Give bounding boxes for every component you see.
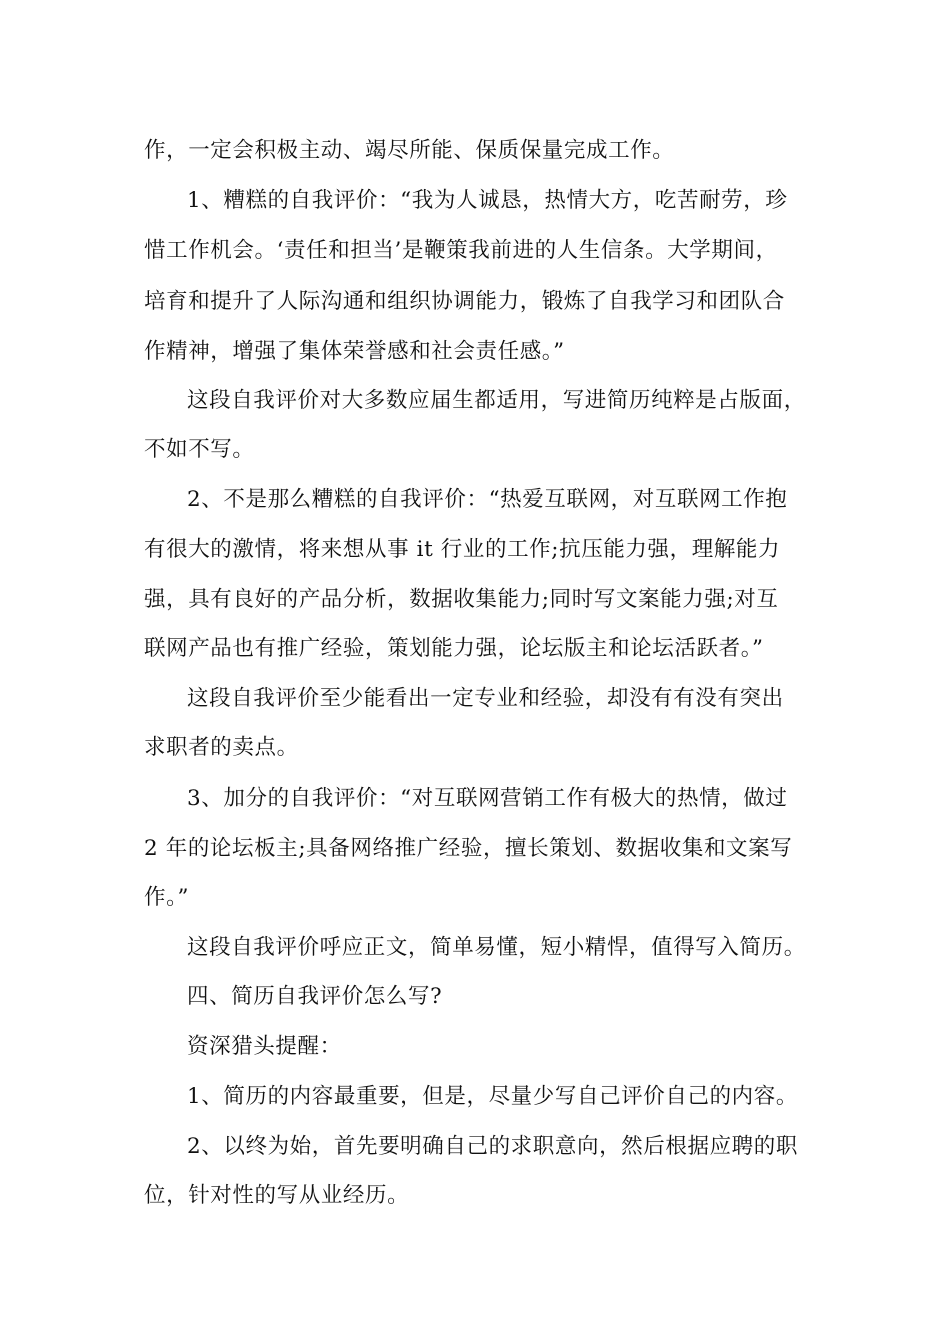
text-line: 2、不是那么糟糕的自我评价：“热爱互联网，对互联网工作抱	[187, 487, 788, 512]
text-line: 1、简历的内容最重要，但是，尽量少写自己评价自己的内容。	[187, 1084, 798, 1109]
text-line: 惜工作机会。‘责任和担当’是鞭策我前进的人生信条。大学期间，	[144, 238, 778, 263]
text-line: 这段自我评价至少能看出一定专业和经验，却没有有没有突出	[187, 686, 784, 711]
text-line: 2、以终为始，首先要明确自己的求职意向，然后根据应聘的职	[187, 1134, 798, 1159]
text-line: 位，针对性的写从业经历。	[144, 1183, 410, 1208]
text-line: 资深猎头提醒：	[187, 1034, 342, 1059]
text-line: 这段自我评价呼应正文，简单易懂，短小精悍，值得写入简历。	[187, 935, 806, 960]
text-line: 这段自我评价对大多数应届生都适用，写进简历纯粹是占版面，	[187, 388, 806, 413]
text-line: 3、加分的自我评价：“对互联网营销工作有极大的热情，做过	[187, 786, 788, 811]
text-line: 作，一定会积极主动、竭尽所能、保质保量完成工作。	[144, 138, 675, 163]
text-line: 强，具有良好的产品分析，数据收集能力;同时写文案能力强;对互	[144, 587, 779, 612]
text-line: 培育和提升了人际沟通和组织协调能力，锻炼了自我学习和团队合	[144, 289, 785, 314]
text-line: 作。”	[144, 885, 190, 910]
text-line: 有很大的激情，将来想从事 it 行业的工作;抗压能力强，理解能力	[144, 537, 781, 562]
text-line: 不如不写。	[144, 437, 255, 462]
text-line: 1、糟糕的自我评价：“我为人诚恳，热情大方，吃苦耐劳，珍	[187, 188, 788, 213]
text-line: 求职者的卖点。	[144, 735, 299, 760]
section-heading: 四、简历自我评价怎么写?	[187, 984, 443, 1009]
text-line: 作精神，增强了集体荣誉感和社会责任感。”	[144, 339, 565, 364]
text-line: 联网产品也有推广经验，策划能力强，论坛版主和论坛活跃者。”	[144, 636, 764, 661]
text-line: 2 年的论坛板主;具备网络推广经验，擅长策划、数据收集和文案写	[144, 836, 793, 861]
